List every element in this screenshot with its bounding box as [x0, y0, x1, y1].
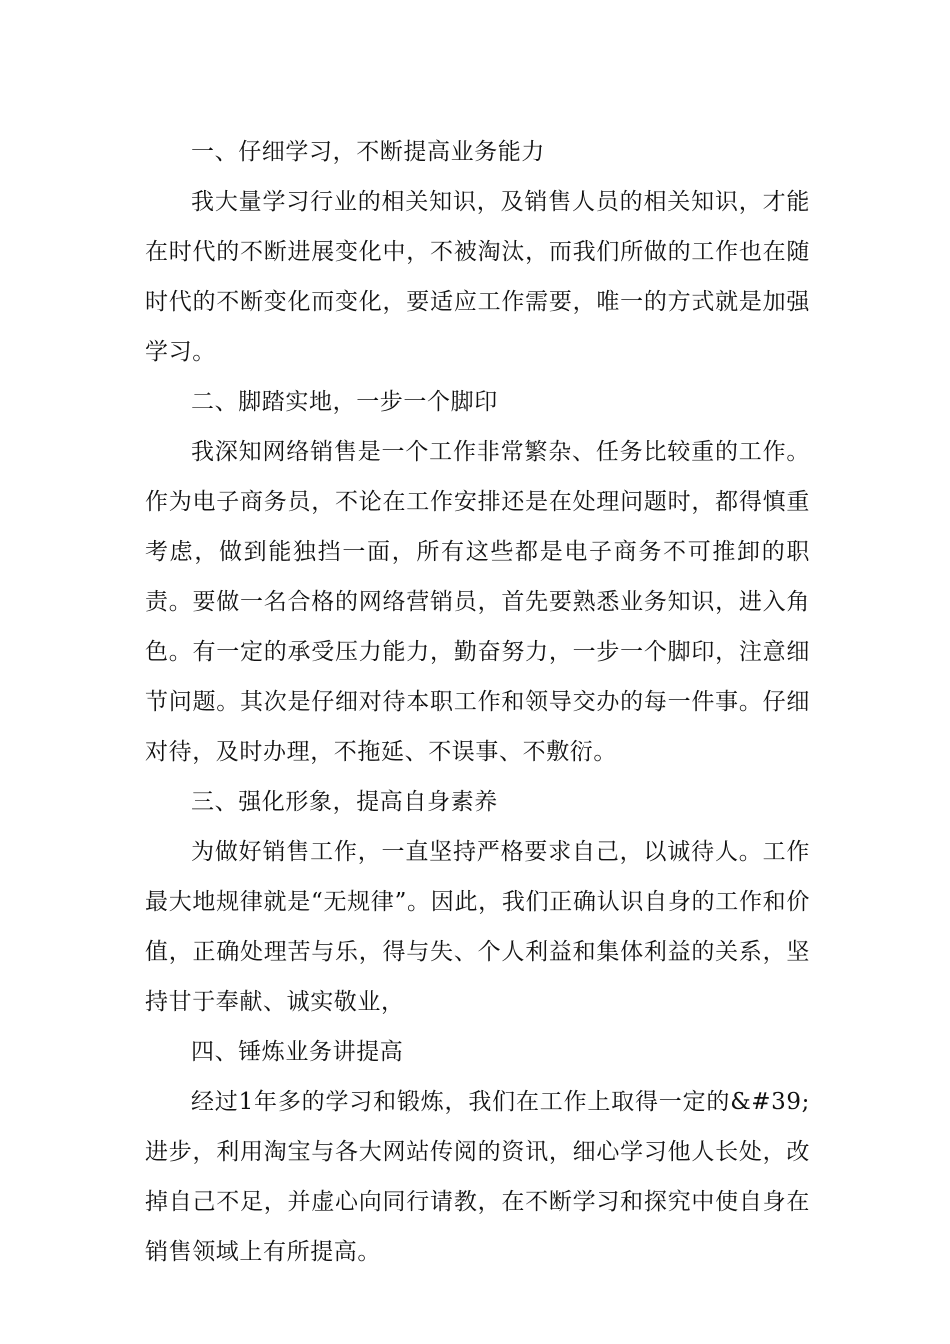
section-4-paragraph: 经过1年多的学习和锻炼，我们在工作上取得一定的&#39;进步，利用淘宝与各大网站传阅的资讯，细心学习他人长处，改掉自己不足，并虚心向同行请教，在不断学习和探究中使自身在销售领域上有所提高。 — [145, 1089, 810, 1265]
section-1-heading: 一、仔细学习，不断提高业务能力 — [191, 139, 545, 165]
document-body — [145, 127, 810, 1277]
section-2-paragraph: 我深知网络销售是一个工作非常繁杂、任务比较重的工作。作为电子商务员，不论在工作安排还是在处理问题时，都得慎重考虑，做到能独挡一面，所有这些都是电子商务不可推卸的职责。要做一名合格的网络营销员，首先要熟悉业务知识，进入角色。有一定的承受压力能力，勤奋努力，一步一个脚印，注意细节问题。其次是仔细对待本职工作和领导交办的每一件事。仔细对待，及时办理，不拖延、不误事、不敷衍。 — [145, 439, 810, 765]
section-3-paragraph: 为做好销售工作，一直坚持严格要求自己，以诚待人。工作最大地规律就是“无规律”。因此，我们正确认识自身的工作和价值，正确处理苦与乐，得与失、个人利益和集体利益的关系，坚持甘于奉献、诚实敬业， — [145, 839, 810, 1015]
section-1-paragraph: 我大量学习行业的相关知识，及销售人员的相关知识，才能在时代的不断进展变化中，不被淘汰，而我们所做的工作也在随时代的不断变化而变化，要适应工作需要，唯一的方式就是加强学习。 — [145, 189, 810, 365]
section-3-heading: 三、强化形象，提高自身素养 — [191, 789, 498, 815]
section-2-heading: 二、脚踏实地，一步一个脚印 — [191, 389, 498, 415]
section-4-heading: 四、锤炼业务讲提高 — [191, 1039, 404, 1065]
